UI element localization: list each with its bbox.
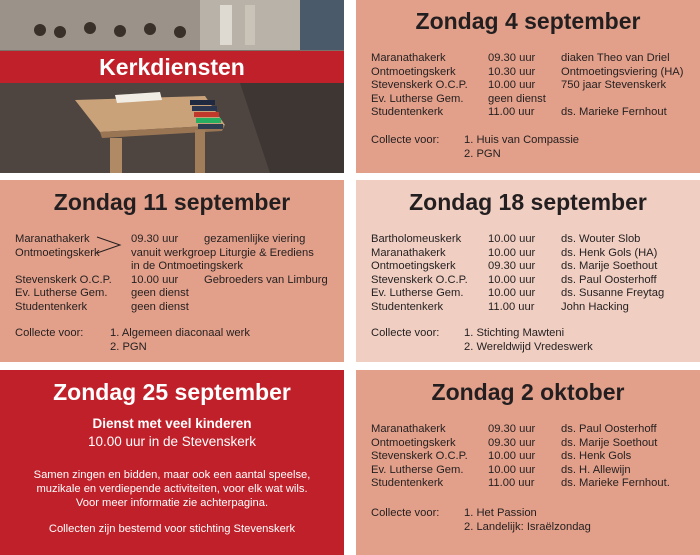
collecte-item: 1. Huis van Compassie: [464, 134, 580, 146]
schedule-time: 11.00 uur: [488, 106, 535, 118]
schedule-who: Gebroeders van Limburg: [204, 273, 328, 286]
schedule-time: geen dienst: [488, 92, 546, 105]
schedule-time: 10.00 uur: [131, 273, 179, 286]
schedule-church: Ontmoetingskerk: [371, 65, 456, 78]
schedule-time: 10.00 uur: [488, 463, 536, 476]
service-time-place: 10.00 uur in de Stevenskerk: [87, 434, 257, 449]
schedule-who: ds. Wouter Slob: [561, 233, 641, 245]
schedule-time: 10.00 uur: [488, 233, 536, 245]
schedule-who: diaken Theo van Driel: [561, 52, 670, 64]
schedule-church: Maranathakerk: [371, 246, 446, 259]
schedule-church: Studentenkerk: [371, 106, 444, 118]
panel-sep4: [356, 0, 700, 173]
schedule-church: Studentenkerk: [371, 300, 444, 313]
collecte-label: Collecte voor:: [15, 327, 84, 339]
collecte-item: 1. Het Passion: [464, 507, 537, 519]
schedule-church: Ontmoetingskerk: [371, 260, 456, 272]
schedule-time: 09.30 uur: [488, 52, 536, 64]
schedule-who: ds. Marieke Fernhout.: [561, 477, 670, 489]
schedule-church: Ev. Lutherse Gem.: [371, 92, 464, 105]
schedule-who: ds. Henk Gols: [561, 450, 632, 462]
schedule-church: Stevenskerk O.C.P.: [371, 450, 468, 462]
panel-sep25: [0, 370, 344, 555]
panel-oct2: [356, 370, 700, 555]
schedule-who: ds. Marije Soethout: [561, 436, 658, 449]
service-subtitle: Dienst met veel kinderen: [92, 416, 252, 431]
collecte-label: Collecte voor:: [371, 134, 440, 146]
schedule-time: 10.30 uur: [488, 65, 536, 78]
schedule-church: Ev. Lutherse Gem.: [371, 463, 464, 476]
panel-title: Zondag 25 september: [53, 379, 291, 405]
schedule-church: Bartholomeuskerk: [371, 233, 462, 245]
schedule-who: ds. Marieke Fernhout: [561, 106, 667, 118]
schedule-time: in de Ontmoetingskerk: [131, 260, 243, 272]
schedule-time: 11.00 uur: [488, 477, 535, 489]
schedule-time: 10.00 uur: [488, 287, 536, 299]
schedule-time: 09.30 uur: [488, 436, 536, 449]
panel-title: Zondag 11 september: [53, 189, 291, 215]
schedule-time: geen dienst: [131, 300, 189, 313]
panel-sep11: [0, 180, 344, 362]
schedule-church: Ontmoetingskerk: [15, 246, 100, 259]
panel-sep18: [356, 180, 700, 362]
panel-title: Zondag 2 oktober: [431, 379, 625, 405]
schedule-time: 10.00 uur: [488, 246, 536, 259]
description-line: Samen zingen en bidden, maar ook een aantal speelse,: [33, 469, 311, 481]
schedule-who: 750 jaar Stevenskerk: [561, 79, 667, 91]
schedule-church: Ontmoetingskerk: [371, 436, 456, 449]
collecte-note: Collecten zijn bestemd voor stichting Stevenskerk: [48, 523, 296, 535]
schedule-church: Stevenskerk O.C.P.: [371, 79, 468, 91]
schedule-church: Stevenskerk O.C.P.: [15, 273, 112, 286]
schedule-time: 10.00 uur: [488, 273, 536, 286]
schedule-who: gezamenlijke viering: [204, 233, 306, 245]
schedule-church: Ev. Lutherse Gem.: [15, 287, 108, 299]
schedule-time: 09.30 uur: [131, 233, 179, 245]
collecte-item: 2. Wereldwijd Vredeswerk: [464, 341, 593, 353]
collecte-item: 1. Stichting Mawteni: [464, 327, 565, 339]
schedule-who: ds. Henk Gols (HA): [561, 246, 658, 259]
schedule-church: Maranathakerk: [15, 233, 90, 245]
collecte-label: Collecte voor:: [371, 507, 440, 519]
panel-title: Zondag 18 september: [409, 189, 647, 215]
schedule-who: Ontmoetingsviering (HA): [561, 65, 684, 78]
collecte-item: 2. PGN: [464, 148, 501, 160]
schedule-who: John Hacking: [561, 300, 629, 313]
schedule-time: 10.00 uur: [488, 79, 536, 91]
schedule-time: 11.00 uur: [488, 300, 535, 313]
schedule-time: 10.00 uur: [488, 450, 536, 462]
schedule-who: ds. Marije Soethout: [561, 260, 658, 272]
schedule-time: 09.30 uur: [488, 423, 536, 435]
schedule-church: Studentenkerk: [15, 300, 88, 313]
schedule-church: Maranathakerk: [371, 423, 446, 435]
page-title: Kerkdiensten: [99, 54, 245, 80]
schedule-who: ds. Paul Oosterhoff: [561, 273, 657, 286]
collecte-label: Collecte voor:: [371, 327, 440, 339]
schedule-who: ds. H. Allewijn: [561, 463, 631, 476]
collecte-item: 2. Landelijk: Israëlzondag: [464, 521, 591, 533]
schedule-church: Stevenskerk O.C.P.: [371, 273, 468, 286]
schedule-church: Maranathakerk: [371, 52, 446, 64]
schedule-time: vanuit werkgroep Liturgie & Erediens: [131, 246, 314, 259]
schedule-who: ds. Paul Oosterhoff: [561, 423, 657, 435]
schedule-time: 09.30 uur: [488, 260, 536, 272]
collecte-item: 2. PGN: [110, 341, 147, 353]
church-interior-image: [0, 0, 344, 173]
church-photo: [0, 0, 344, 173]
schedule-church: Ev. Lutherse Gem.: [371, 287, 464, 299]
schedule-church: Studentenkerk: [371, 477, 444, 489]
collecte-item: 1. Algemeen diaconaal werk: [110, 327, 250, 339]
description-line: muzikale en verdiepende activiteiten, voor elk wat wils.: [36, 483, 308, 495]
schedule-time: geen dienst: [131, 287, 189, 299]
description-line: Voor meer informatie zie achterpagina.: [75, 497, 269, 509]
schedule-who: ds. Susanne Freytag: [561, 287, 665, 299]
panel-title: Zondag 4 september: [415, 8, 641, 34]
